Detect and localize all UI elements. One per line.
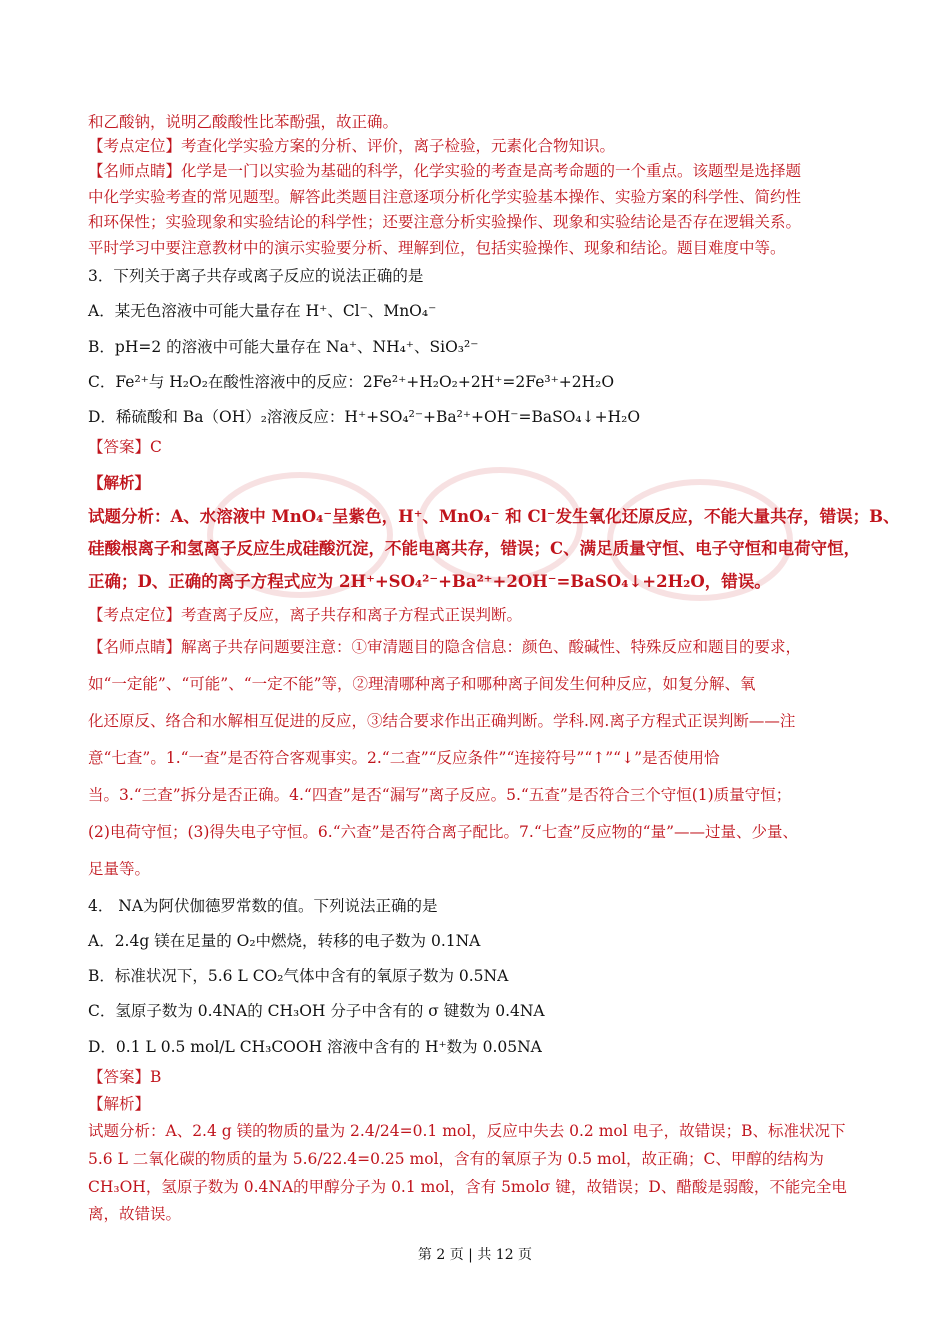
q3-mingshi-line: 如“一定能”、“可能”、“一定不能”等，②理清哪种离子和哪种离子间发生何种反应，如复分解、氧 [88,675,756,693]
q3-answer: 【答案】C [88,438,162,456]
prev-mingshi-line: 【名师点睛】化学是一门以实验为基础的科学，化学实验的考查是高考命题的一个重点。该题型是选择题 [88,162,802,180]
prev-mingshi-line: 平时学习中要注意教材中的演示实验要分析、理解到位，包括实验操作、现象和结论。题目难度中等。 [88,239,786,257]
q4-answer: 【答案】B [88,1068,162,1086]
q3-analysis-line: 硅酸根离子和氢离子反应生成硅酸沉淀，不能电离共存，错误；C、满足质量守恒、电子守恒和电荷守恒， [88,539,861,558]
q4-analysis-line: 试题分析：A、2.4 g 镁的物质的量为 2.4/24=0.1 mol，反应中失去 0.2 mol 电子，故错误；B、标准状况下 [88,1122,846,1140]
q3-jiexi-label: 【解析】 [88,473,151,492]
q4-analysis-line: CH₃OH，氢原子数为 0.4NA的甲醇分子为 0.1 mol，含有 5molσ 键，故错误；D、醋酸是弱酸，不能完全电 [88,1178,847,1196]
q3-mingshi-line: 当。3.“三查”拆分是否正确。4.“四查”是否“漏写”离子反应。5.“五查”是否符合三个守恒(1)质量守恒； [88,786,792,804]
prev-kaodian: 【考点定位】考查化学实验方案的分析、评价，离子检验，元素化合物知识。 [88,137,616,155]
q3-mingshi-line: (2)电荷守恒；(3)得失电子守恒。6.“六查”是否符合离子配比。7.“七查”反应物的“量”——过量、少量、 [88,823,799,841]
q4-stem: 4． NA为阿伏伽德罗常数的值。下列说法正确的是 [88,897,438,915]
q3-analysis-line: 试题分析：A、水溶液中 MnO₄⁻呈紫色，H⁺、MnO₄⁻ 和 Cl⁻发生氧化还原反应，不能大量共存，错误；B、 [88,507,900,526]
q3-mingshi-line: 化还原反、络合和水解相互促进的反应，③结合要求作出正确判断。学科.网.离子方程式正误判断——注 [88,712,796,730]
q3-mingshi-line: 足量等。 [88,860,151,878]
q3-option-c: C．Fe²⁺与 H₂O₂在酸性溶液中的反应：2Fe²⁺+H₂O₂+2H⁺=2Fe³⁺+2H₂O [88,373,615,391]
q4-option-c: C．氢原子数为 0.4NA的 CH₃OH 分子中含有的 σ 键数为 0.4NA [88,1002,545,1020]
q3-stem: 3．下列关于离子共存或离子反应的说法正确的是 [88,267,424,285]
q3-analysis-line: 正确；D、正确的离子方程式应为 2H⁺+SO₄²⁻+Ba²⁺+2OH⁻=BaSO₄↓+2H₂O，错误。 [88,572,771,591]
q4-option-a: A．2.4g 镁在足量的 O₂中燃烧，转移的电子数为 0.1NA [88,932,481,950]
q3-option-a: A．某无色溶液中可能大量存在 H⁺、Cl⁻、MnO₄⁻ [88,302,437,320]
watermark-logo [180,445,820,625]
q3-option-d: D．稀硫酸和 Ba（OH）₂溶液反应：H⁺+SO₄²⁻+Ba²⁺+OH⁻=BaSO₄↓+H₂O [88,408,641,426]
q3-option-b: B．pH=2 的溶液中可能大量存在 Na⁺、NH₄⁺、SiO₃²⁻ [88,338,479,356]
prev-mingshi-line: 中化学实验考查的常见题型。解答此类题目注意逐项分析化学实验基本操作、实验方案的科学性、简约性 [88,188,802,206]
q4-analysis-line: 离，故错误。 [88,1205,182,1223]
q4-option-b: B．标准状况下，5.6 L CO₂气体中含有的氧原子数为 0.5NA [88,967,509,985]
q3-kaodian: 【考点定位】考查离子反应，离子共存和离子方程式正误判断。 [88,606,523,624]
q4-analysis-line: 5.6 L 二氧化碳的物质的量为 5.6/22.4=0.25 mol，含有的氧原子为 0.5 mol，故正确；C、甲醇的结构为 [88,1150,824,1168]
page-footer: 第 2 页 | 共 12 页 [417,1247,533,1263]
prev-analysis-tail: 和乙酸钠，说明乙酸酸性比苯酚强，故正确。 [88,113,399,131]
prev-mingshi-line: 和环保性；实验现象和实验结论的科学性；还要注意分析实验操作、现象和实验结论是否存在逻辑关系。 [88,213,802,231]
q3-mingshi-line: 【名师点睛】解离子共存问题要注意：①审清题目的隐含信息：颜色、酸碱性、特殊反应和题目的要求， [88,638,802,656]
q4-jiexi-label: 【解析】 [88,1095,151,1113]
q3-mingshi-line: 意“七查”。1.“一查”是否符合客观事实。2.“二查”“反应条件”“连接符号”“↑”“↓”是否使用恰 [88,749,720,767]
q4-option-d: D．0.1 L 0.5 mol/L CH₃COOH 溶液中含有的 H⁺数为 0.05NA [88,1038,542,1056]
